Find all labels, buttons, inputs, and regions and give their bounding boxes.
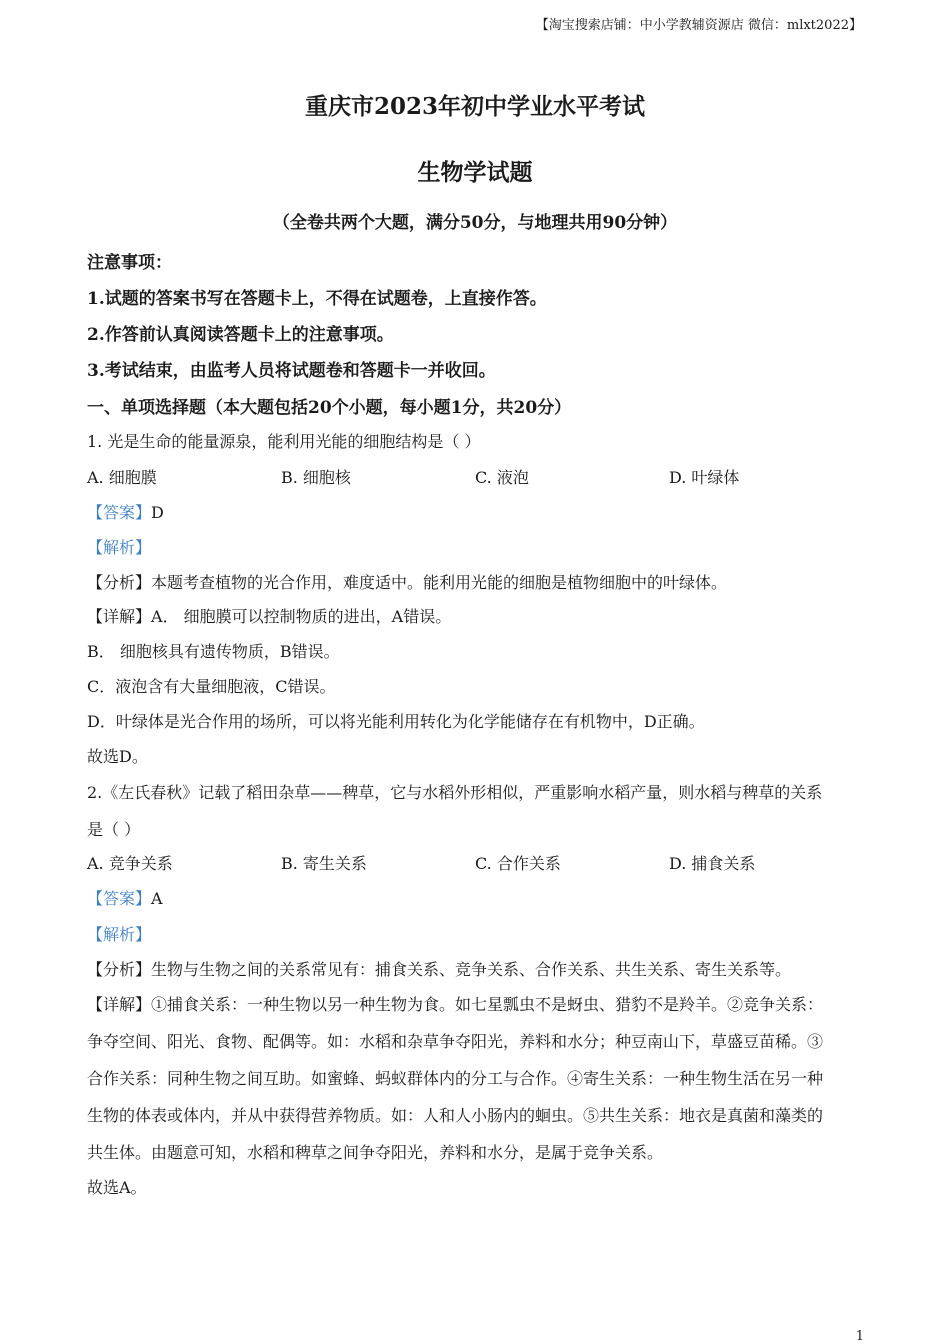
- page-number: 1: [855, 1329, 864, 1344]
- answer-tag: 【答案】: [87, 889, 152, 908]
- page-title: 重庆市2023年初中学业水平考试: [304, 93, 645, 120]
- q2-conclusion: 故选A。: [87, 1178, 147, 1197]
- notice-item: 2.作答前认真阅读答题卡上的注意事项。: [87, 325, 394, 345]
- q1-detail-a: [87, 604, 451, 627]
- page-subtitle: 生物学试题: [417, 159, 533, 186]
- q1-answer: [87, 500, 164, 523]
- q2-option-d: D. 捕食关系: [669, 854, 756, 873]
- q2-option-a: A. 竞争关系: [87, 854, 173, 873]
- xiangjie-tag: 【详解】: [87, 607, 152, 626]
- detail-text: ①捕食关系：一种生物以另一种生物为食。如七星瓢虫不是蚜虫、猎豹不是羚羊。②竞争关系：: [151, 995, 824, 1014]
- answer-value: D: [151, 503, 164, 522]
- q1-detail-b: B． 细胞核具有遗传物质，B错误。: [87, 642, 340, 661]
- exam-info: （全卷共两个大题，满分50分，与地理共用90分钟）: [272, 213, 678, 233]
- q2-analysis-tag: 【解析】: [87, 925, 152, 944]
- question-1-stem: 1. 光是生命的能量源泉，能利用光能的细胞结构是（ ）: [87, 432, 481, 451]
- header-note: 【淘宝搜索店铺：中小学教辅资源店 微信：mlxt2022】: [535, 18, 862, 33]
- answer-tag: 【答案】: [87, 503, 152, 522]
- notice-heading: 注意事项：: [87, 253, 172, 273]
- xiangjie-tag: 【详解】: [87, 995, 152, 1014]
- q2-detail-line: 争夺空间、阳光、食物、配偶等。如：水稻和杂草争夺阳光，养料和水分；种豆南山下，草盛豆苗稀。③: [87, 1032, 824, 1051]
- q2-detail-line: 生物的体表或体内，并从中获得营养物质。如：人和人小肠内的蛔虫。⑤共生关系：地衣是真菌和藻类的: [87, 1106, 824, 1125]
- q1-fenxi: [87, 570, 727, 593]
- question-2-stem: 2.《左氏春秋》记载了稻田杂草——稗草，它与水稻外形相似，严重影响水稻产量，则水稻与稗草的关系: [87, 783, 823, 802]
- q1-option-c: C. 液泡: [475, 468, 529, 487]
- notice-item: 1.试题的答案书写在答题卡上，不得在试题卷，上直接作答。: [87, 289, 547, 309]
- detail-text: A． 细胞膜可以控制物质的进出，A错误。: [151, 607, 452, 626]
- fenxi-text: 生物与生物之间的关系常见有：捕食关系、竞争关系、合作关系、共生关系、寄生关系等。: [151, 960, 792, 979]
- q2-detail-line: 共生体。由题意可知，水稻和稗草之间争夺阳光，养料和水分，是属于竞争关系。: [87, 1143, 664, 1162]
- q2-fenxi: [87, 957, 791, 980]
- q1-detail-c: C．液泡含有大量细胞液，C错误。: [87, 677, 336, 696]
- q2-detail-line: 合作关系：同种生物之间互助。如蜜蜂、蚂蚁群体内的分工与合作。④寄生关系：一种生物生活在另一种: [87, 1069, 824, 1088]
- fenxi-text: 本题考查植物的光合作用，难度适中。能利用光能的细胞是植物细胞中的叶绿体。: [151, 573, 728, 592]
- question-2-stem-cont: 是（ ）: [87, 820, 141, 839]
- q1-option-b: B. 细胞核: [281, 468, 351, 487]
- answer-value: A: [151, 889, 163, 908]
- q2-option-b: B. 寄生关系: [281, 854, 367, 873]
- fenxi-tag: 【分析】: [87, 960, 152, 979]
- fenxi-tag: 【分析】: [87, 573, 152, 592]
- q1-option-d: D. 叶绿体: [669, 468, 740, 487]
- q2-option-c: C. 合作关系: [475, 854, 561, 873]
- q1-analysis-tag: 【解析】: [87, 538, 152, 557]
- q2-answer: [87, 886, 163, 909]
- q1-conclusion: 故选D。: [87, 747, 148, 766]
- section-heading: 一、单项选择题（本大题包括20个小题，每小题1分，共20分）: [87, 398, 572, 418]
- notice-item: 3.考试结束，由监考人员将试题卷和答题卡一并收回。: [87, 361, 496, 381]
- q1-option-a: A. 细胞膜: [87, 468, 157, 487]
- q1-detail-d: D．叶绿体是光合作用的场所，可以将光能利用转化为化学能储存在有机物中，D正确。: [87, 712, 705, 731]
- q2-detail-line: [87, 992, 823, 1015]
